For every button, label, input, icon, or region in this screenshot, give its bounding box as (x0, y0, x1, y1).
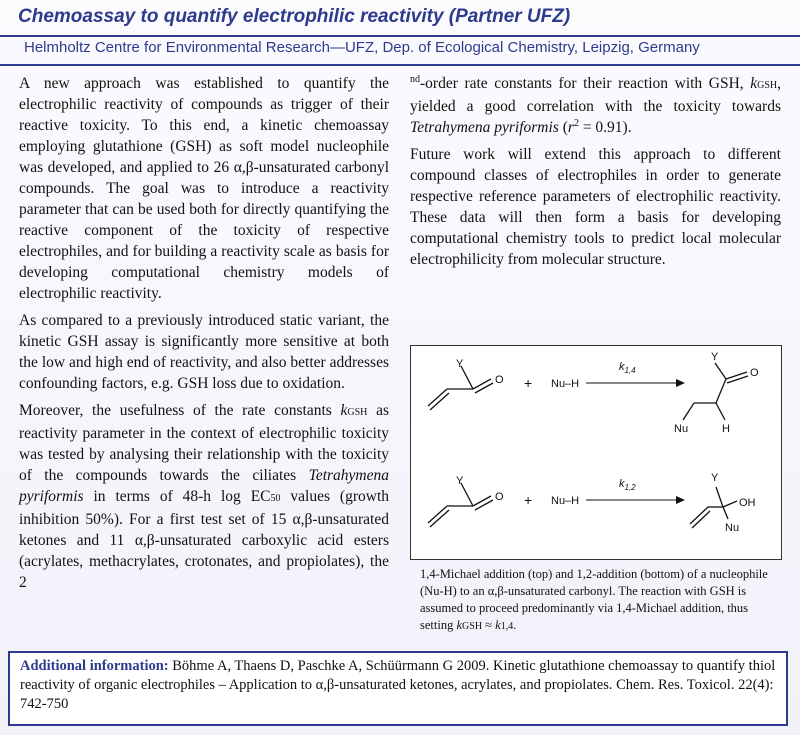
paragraph-future-work: Future work will extend this approach to different compound classes of electrophiles in order to generate respective reference parameters of electrophilic reactivity. These data will then form a basis for developing computational chemistry tools to predict local molecular electrophilicity from molecular structure. (410, 146, 781, 268)
o-label: O (495, 374, 504, 386)
left-column (19, 73, 389, 599)
paragraph-correlation-cont (410, 73, 781, 138)
paragraph-intro: A new approach was established to quantify the electrophilic reactivity of compounds as trigger of their reactive toxicity. To this end, a kinetic chemoassay employing glutathione (GSH) as soft model nucleophile was developed, and applied to 26 α,β-unsaturated carbonyl compounds. The goal was to introduce a reactivity parameter that can be used both for directly quantifying the reactive component of the toxicity of respective electrophiles, and for building a reactivity scale as basis for developing computational chemistry models of electrophilic reactivity. (19, 75, 389, 302)
o-label: O (495, 491, 504, 503)
gsh-subscript: GSH (347, 407, 368, 418)
reaction-figure (410, 345, 782, 560)
y-label: Y (456, 475, 464, 487)
reactant-bottom (428, 483, 493, 527)
text-run: , yielded a good correlation with the toxicity towards (410, 75, 781, 115)
nucleophile-label: Nu–H (551, 378, 580, 390)
k-symbol: k (495, 618, 501, 632)
additional-information-box (8, 651, 788, 726)
text-run: -order rate constants for their reaction with GSH, (420, 75, 751, 92)
text-run: Moreover, the usefulness of the rate constants (19, 402, 341, 419)
plus-sign: + (524, 375, 533, 391)
nd-superscript: nd (410, 73, 420, 85)
caption-text: 1,4-Michael addition (top) and 1,2-addition (bottom) of a nucleophile (Nu-H) to an α,β-unsaturated carbonyl. The reaction with GSH is assumed to proceed predominantly via 1,4-Michael addition, thus setting (420, 567, 768, 632)
plus-sign: + (524, 492, 533, 508)
gsh-subscript: GSH (757, 80, 778, 91)
r-symbol: r (567, 119, 574, 136)
ec-subscript: 50 (270, 493, 281, 504)
reactant-top (428, 366, 493, 410)
text-run: = 0.91). (578, 119, 632, 136)
right-column (410, 73, 781, 276)
nu-label: Nu (674, 423, 689, 435)
text-run: ( (558, 119, 568, 136)
k-symbol: k (340, 402, 348, 419)
footer-label: Additional information: (20, 658, 169, 674)
text-run: in terms of 48-h log EC (83, 488, 271, 505)
affiliation: Helmholtz Centre for Environmental Research—UFZ, Dep. of Ecological Chemistry, Leipzig, Germany (24, 39, 700, 56)
text-run: as reactivity parameter in the context of electrophilic toxicity was tested by analysing their relationship with the toxicity of the compounds towards the ciliates (19, 402, 389, 484)
reference-text: Böhme A, Thaens D, Paschke A, Schüürmann G 2009. Kinetic glutathione chemoassay to quantify thiol reactivity of organic electrophiles – Application to α,β-unsaturated ketones, acrylates, and propiolates. Chem. Res. Toxicol. 22(4): 742-750 (20, 658, 776, 712)
arrowhead-top (676, 379, 685, 387)
gsh-subscript: GSH (462, 621, 483, 632)
y-label: Y (456, 358, 464, 370)
text-run: values (growth inhibition 50%). For a first test set of 15 α,β-unsaturated ketones and 11 α,β-unsaturated carboxylic acid esters (acrylates, methacrylates, crotonates, and propiolates), the 2 (19, 488, 389, 591)
r-superscript: 2 (573, 117, 579, 129)
paragraph-correlation (19, 400, 389, 593)
page-title: Chemoassay to quantify electrophilic reactivity (Partner UFZ) (18, 6, 571, 27)
y-label: Y (711, 472, 719, 484)
k14-subscript: 1,4 (500, 621, 514, 632)
title-divider (0, 35, 800, 37)
rate-constant-top: $k_{1,4}$ (619, 361, 636, 375)
arrowhead-bottom (676, 496, 685, 504)
product-top (683, 363, 748, 420)
organism-name: Tetrahymena pyriformis (19, 467, 389, 505)
y-label: Y (711, 351, 719, 363)
approx-sign: ≈ (482, 618, 496, 632)
figure-caption (420, 566, 780, 635)
o-label: O (750, 367, 759, 379)
rate-constant-bottom: $k_{1,2}$ (619, 478, 636, 492)
oh-label: OH (739, 497, 756, 509)
k-symbol: k (456, 618, 463, 632)
organism-name: Tetrahymena pyriformis (410, 119, 559, 136)
k-symbol: k (750, 75, 758, 92)
reaction-scheme (411, 346, 781, 559)
h-label: H (722, 423, 730, 435)
caption-end: . (513, 618, 517, 632)
paragraph-comparison: As compared to a previously introduced static variant, the kinetic GSH assay is significantly more sensitive at both the low and high end of reactivity, and also better addresses confounding factors, e.g. GSH loss due to oxidation. (19, 312, 389, 392)
header-divider (0, 64, 800, 66)
nucleophile-label: Nu–H (551, 495, 580, 507)
nu-label: Nu (725, 522, 740, 534)
